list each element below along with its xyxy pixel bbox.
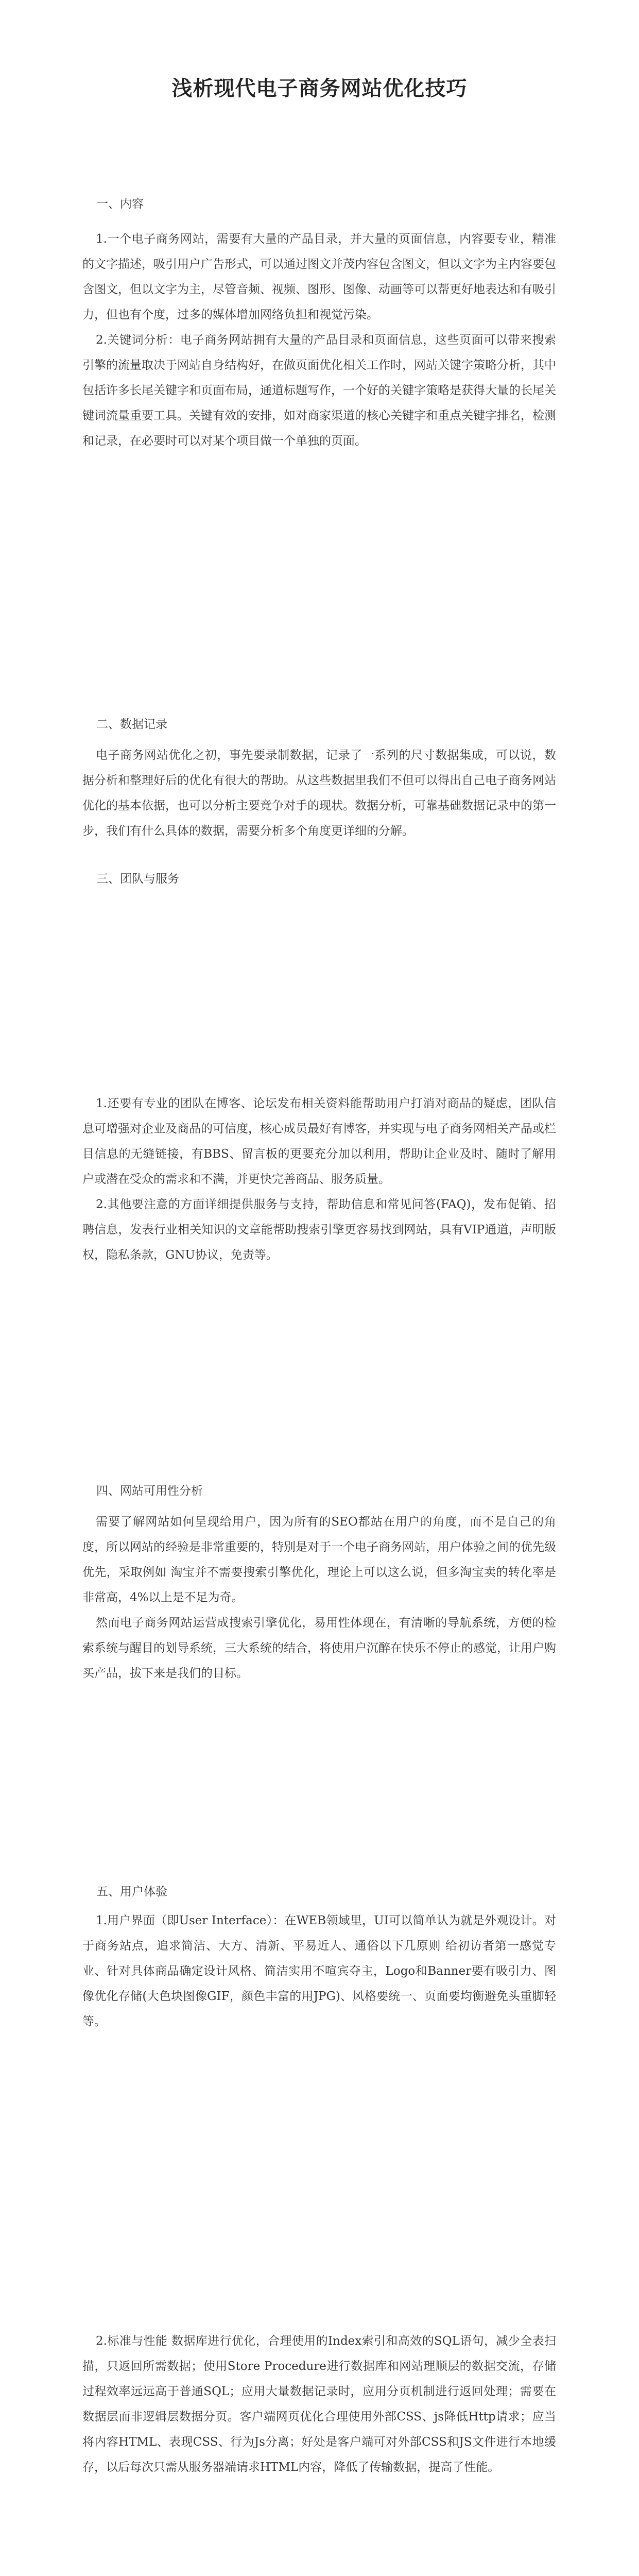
paragraph: 1.用户界面（即User Interface）：在WEB领域里，UI可以简单认为就是外观设计。对于商务站点，追求简洁、大方、清新、平易近人、通俗以下几原则 给初访者第一感觉专业、针对具体商品确定设计风格、简洁实用不喧宾夺主，Logo和Banner要有吸引力、图像优化存储(大色块图像GIF，颜色丰富的用JPG)、风格要统一、页面要均衡避免头重脚轻等。 (82, 1914, 556, 2028)
section-body-team-service (82, 1091, 556, 1268)
section-heading-usability: 四、网站可用性分析 (96, 1484, 203, 1498)
paragraph: 2.其他要注意的方面详细提供服务与支持，帮助信息和常见问答(FAQ)，发布促销、招聘信息，发表行业相关知识的文章能帮助搜索引擎更容易找到网站，具有VIP通道，声明版权，隐私条款，GNU协议，免责等。 (82, 1198, 556, 1262)
section-heading-content: 一、内容 (96, 197, 144, 211)
section-heading-user-experience: 五、用户体验 (96, 1885, 167, 1899)
paragraph: 1.一个电子商务网站，需要有大量的产品目录，并大量的页面信息，内容要专业，精准的文字描述，吸引用户广告形式，可以通过图文并茂内容包含图文，但以文字为主内容要包含图文，但以文字为主，尽管音频、视频、图形、图像、动画等可以帮更好地表达和有吸引力，但也有个度，过多的媒体增加网络负担和视觉污染。 (82, 232, 556, 321)
section-body-usability (82, 1510, 556, 1686)
section-body-content (82, 227, 556, 454)
paragraph: 1.还要有专业的团队在博客、论坛发布相关资料能帮助用户打消对商品的疑虑，团队信息可增强对企业及商品的可信度，核心成员最好有博客，并实现与电子商务网相关产品或栏目信息的无缝链接，有BBS、留言板的更要充分加以利用，帮助让企业及时、随时了解用户或潜在受众的需求和不满，并更快完善商品、服务质量。 (82, 1097, 556, 1186)
paragraph: 2.关键词分析：电子商务网站拥有大量的产品目录和页面信息，这些页面可以带来搜索引擎的流量取决于网站自身结构好，在做页面优化相关工作时，网站关键字策略分析，其中包括许多长尾关键字和页面布局，通道标题写作，一个好的关键字策略是获得大量的长尾关键词流量重要工具。关键有效的安排，如对商家渠道的核心关键字和重点关键字排名，检测和记录，在必要时可以对某个项目做一个单独的页面。 (82, 333, 556, 448)
section-heading-data-record: 二、数据记录 (96, 718, 167, 731)
page-title: 浅析现代电子商务网站优化技巧 (171, 76, 468, 100)
paragraph: 需要了解网站如何呈现给用户，因为所有的SEO都站在用户的角度，而不是自己的角度，所以网站的经验是非常重要的，特别是对于一个电子商务网站，用户体验之间的优先级优先，采取例如 淘宝并不需要搜索引擎优化，理论上可以这么说，但多淘宝卖的转化率是非常高，4%以上是不足为奇。 (82, 1515, 556, 1604)
section-body-user-experience-performance (82, 2329, 556, 2480)
section-heading-team-service: 三、团队与服务 (96, 872, 179, 886)
section-body-user-experience-ui (82, 1908, 556, 2035)
paragraph: 然而电子商务网站运营成搜索引擎优化，易用性体现在，有清晰的导航系统，方便的检索系统与醒目的划导系统，三大系统的结合，将使用户沉醉在快乐不停止的感觉，让用户购买产品，拔下来是我们的目标。 (82, 1616, 556, 1680)
paragraph: 电子商务网站优化之初，事先要录制数据，记录了一系列的尺寸数据集成，可以说，数据分析和整理好后的优化有很大的帮助。从这些数据里我们不但可以得出自己电子商务网站优化的基本依据，也可以分析主要竞争对手的现状。数据分析，可靠基础数据记录中的第一步，我们有什么具体的数据，需要分析多个角度更详细的分解。 (82, 749, 556, 838)
paragraph: 2.标准与性能 数据库进行优化，合理使用的Index索引和高效的SQL语句，减少全表扫描，只返回所需数据；使用Store Procedure进行数据库和网站理顺层的数据交流，存储过程效率远远高于普通SQL；应用大量数据记录时，应用分页机制进行返回处理；需要在数据层而非逻辑层数据分页。客户端网页优化合理使用外部CSS、js降低Http请求；应当将内容HTML、表现CSS、行为Js分离；好处是客户端可对外部CSS和JS文件进行本地缓存，以后每次只需从服务器端请求HTML内容，降低了传输数据，提高了性能。 (82, 2334, 556, 2474)
section-body-data-record (82, 743, 556, 844)
